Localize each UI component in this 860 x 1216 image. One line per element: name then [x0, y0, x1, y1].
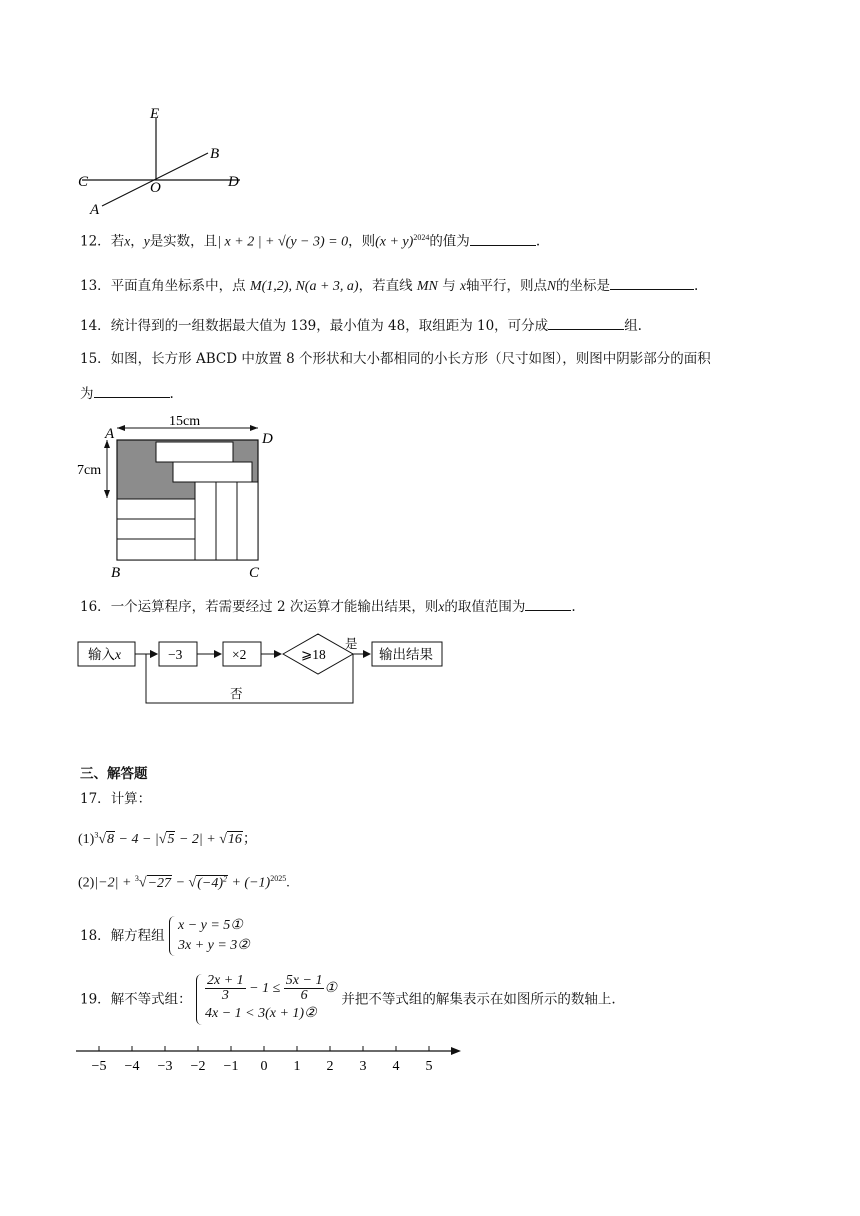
question-14: 14．统计得到的一组数据最大值为 139，最小值为 48，取组距为 10，可分成 组.: [80, 318, 642, 334]
svg-text:输出结果: 输出结果: [379, 647, 433, 662]
equation-system: x − y = 5① 3x + y = 3②: [169, 916, 250, 956]
answer-blank[interactable]: [525, 597, 571, 611]
answer-blank[interactable]: [610, 276, 694, 290]
tick-label: 5: [425, 1059, 433, 1074]
number-line: [76, 1040, 466, 1080]
corner-c: C: [249, 565, 260, 581]
label-a: A: [90, 202, 100, 218]
angle-figure: [70, 100, 260, 220]
rectangle-figure: [75, 412, 285, 582]
width-label: 15cm: [169, 414, 201, 429]
label-b: B: [210, 146, 220, 162]
answer-blank[interactable]: [470, 232, 536, 246]
question-15-line2: 为 .: [80, 386, 174, 402]
question-13: 13．平面直角坐标系中，点 M(1,2), N(a + 3, a)，若直线 MN 与 x轴平行，则点N的坐标是 .: [80, 278, 699, 294]
question-17-part2: $(2)|-2| + ^3√-27 - √(-4)^2 + (-1)^{2025}$.: [78, 874, 290, 891]
label-c: C: [78, 174, 89, 190]
question-17-part1: $(1)^3√8 - 4 - |√5 - 2| + √16$；: [78, 830, 257, 847]
question-12: 12．若x，y是实数，且| x + 2 | + √(y − 3) = 0，则$(x + y)^{2024}$的值为 .: [80, 233, 541, 250]
tick-label: −3: [157, 1059, 173, 1074]
answer-blank[interactable]: [548, 316, 624, 330]
tick-label: 0: [260, 1059, 268, 1074]
question-17: 17．计算：: [80, 791, 152, 807]
equation: | x + 2 | + √(y − 3) = 0: [217, 234, 349, 250]
svg-text:×2: ×2: [232, 647, 247, 662]
tick-label: 1: [293, 1059, 301, 1074]
yes-label: 是: [345, 637, 358, 651]
corner-b: B: [111, 565, 121, 581]
section-title: 三、解答题: [80, 766, 148, 782]
answer-blank[interactable]: [94, 384, 170, 398]
svg-text:⩾18: ⩾18: [301, 647, 326, 662]
no-label: 否: [230, 687, 243, 701]
label-d: D: [228, 174, 239, 190]
tick-label: 3: [359, 1059, 367, 1074]
tick-label: 2: [326, 1059, 334, 1074]
question-18: 18．解方程组 x − y = 5① 3x + y = 3②: [80, 916, 250, 956]
inequality-system: $\frac{2x + 1}{3}$ − 1 ≤ $\frac{5x - 1}{6}$ ① 4x − 1 < 3(x + 1)②: [196, 974, 337, 1025]
height-label: 7cm: [77, 463, 102, 478]
question-19: 19．解不等式组： $\frac{2x + 1}{3}$ − 1 ≤ $\frac{5x - 1}{6}$ ① 4x − 1 < 3(x + 1)② 并把不等式组的解集表示在如图所示的数轴上.: [80, 974, 616, 1025]
tick-label: 4: [392, 1059, 400, 1074]
question-16: 16．一个运算程序，若需要经过 2 次运算才能输出结果，则x的取值范围为 .: [80, 599, 576, 615]
svg-text:输入x: 输入x: [88, 647, 121, 662]
flowchart: [76, 632, 456, 710]
corner-a: A: [105, 426, 115, 442]
label-o: O: [150, 180, 161, 196]
tick-label: −1: [223, 1059, 239, 1074]
tick-label: −2: [190, 1059, 206, 1074]
svg-text:−3: −3: [168, 647, 183, 662]
label-e: E: [150, 106, 160, 122]
corner-d: D: [262, 431, 273, 447]
tick-label: −5: [91, 1059, 107, 1074]
tick-label: −4: [124, 1059, 140, 1074]
question-15: 15．如图，长方形 ABCD 中放置 8 个形状和大小都相同的小长方形（尺寸如图），则图中阴影部分的面积: [80, 351, 711, 367]
